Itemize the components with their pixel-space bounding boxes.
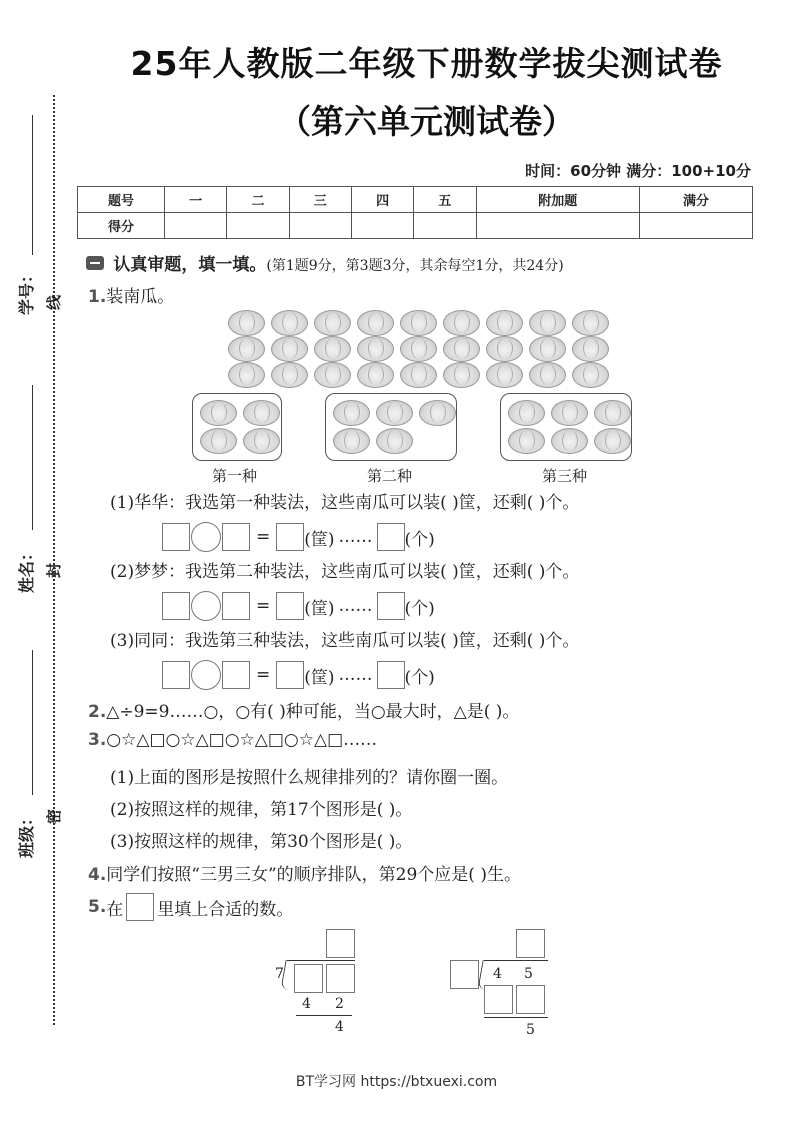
pumpkin-icon bbox=[443, 310, 480, 336]
pumpkin-icon bbox=[314, 310, 351, 336]
pumpkin-icon bbox=[333, 400, 370, 426]
answer-box[interactable] bbox=[276, 592, 304, 620]
remainder-digit: 4 bbox=[335, 1019, 344, 1035]
page-title: 25年人教版二年级下册数学拔尖测试卷 bbox=[130, 44, 723, 83]
question-number: 2. bbox=[88, 702, 107, 722]
remainder-digit: 5 bbox=[526, 1022, 535, 1038]
section-1-title: 认真审题，填一填。 bbox=[113, 255, 267, 275]
score-cell[interactable] bbox=[414, 213, 476, 239]
subtraction-line bbox=[296, 1015, 352, 1016]
section-1-header bbox=[86, 250, 564, 275]
question-5-text-after: 里填上合适的数。 bbox=[157, 899, 294, 920]
pumpkin-icon bbox=[228, 336, 265, 362]
pumpkin-icon bbox=[400, 362, 437, 388]
footer-watermark: BT学习网 https://btxuexi.com bbox=[295, 1074, 498, 1090]
operator-circle[interactable] bbox=[191, 522, 221, 552]
answer-box[interactable] bbox=[276, 661, 304, 689]
score-header-cell: 四 bbox=[351, 187, 413, 213]
basket-type-1 bbox=[192, 393, 282, 461]
pumpkin-icon bbox=[508, 428, 545, 454]
score-cell[interactable] bbox=[640, 213, 753, 239]
q1-sub-1: (1)华华：我选第一种装法，这些南瓜可以装( )筐，还剩( )个。 bbox=[110, 493, 580, 513]
question-5-text-before: 在 bbox=[106, 899, 124, 920]
dividend-digit: 5 bbox=[524, 966, 533, 982]
q1-equation-1 bbox=[162, 522, 435, 552]
score-table-score-row bbox=[78, 213, 753, 239]
operator-circle[interactable] bbox=[191, 660, 221, 690]
pumpkin-icon bbox=[271, 362, 308, 388]
question-4-text: 同学们按照“三男三女”的顺序排队，第29个应是( )生。 bbox=[106, 865, 521, 885]
divisor-box[interactable] bbox=[450, 960, 479, 989]
answer-box[interactable] bbox=[377, 592, 405, 620]
score-header-cell: 三 bbox=[289, 187, 351, 213]
binding-mark-mi: 密 bbox=[45, 808, 64, 825]
pumpkin-icon bbox=[551, 428, 588, 454]
pumpkin-row bbox=[228, 336, 609, 362]
pumpkin-icon bbox=[314, 362, 351, 388]
pumpkin-icon bbox=[486, 362, 523, 388]
score-header-cell: 二 bbox=[227, 187, 289, 213]
remainder-dots: …… bbox=[338, 596, 373, 616]
score-cell[interactable] bbox=[476, 213, 639, 239]
answer-box[interactable] bbox=[162, 661, 190, 689]
pumpkin-icon bbox=[228, 310, 265, 336]
pumpkin-icon bbox=[551, 400, 588, 426]
quotient-box[interactable] bbox=[326, 929, 355, 958]
remainder-dots: …… bbox=[338, 665, 373, 685]
page-subtitle: （第六单元测试卷） bbox=[278, 102, 575, 141]
product-digit: 2 bbox=[335, 996, 344, 1012]
pumpkin-icon bbox=[271, 336, 308, 362]
pumpkin-icon bbox=[419, 400, 456, 426]
score-row-label: 得分 bbox=[78, 213, 165, 239]
pumpkin-icon bbox=[243, 428, 280, 454]
equals-sign: = bbox=[256, 527, 271, 547]
pumpkin-icon bbox=[529, 336, 566, 362]
question-number: 1. bbox=[88, 287, 107, 307]
equals-sign: = bbox=[256, 665, 271, 685]
basket-label-1: 第一种 bbox=[212, 467, 258, 485]
basket-type-3 bbox=[500, 393, 632, 461]
pumpkin-icon bbox=[443, 362, 480, 388]
question-3-text: ○☆△□○☆△□○☆△□○☆△□…… bbox=[106, 730, 378, 750]
score-header-cell: 附加题 bbox=[476, 187, 639, 213]
score-header-cell: 满分 bbox=[640, 187, 753, 213]
binding-dotted-line bbox=[53, 95, 55, 1025]
question-number: 3. bbox=[88, 730, 107, 750]
quotient-box[interactable] bbox=[516, 929, 545, 958]
subtraction-line bbox=[484, 1017, 548, 1018]
pumpkin-icon bbox=[594, 428, 631, 454]
pumpkin-icon bbox=[572, 336, 609, 362]
division-bar bbox=[484, 960, 548, 961]
score-cell[interactable] bbox=[289, 213, 351, 239]
remainder-dots: …… bbox=[338, 527, 373, 547]
score-cell[interactable] bbox=[227, 213, 289, 239]
equals-sign: = bbox=[256, 596, 271, 616]
dividend-box[interactable] bbox=[326, 964, 355, 993]
answer-box[interactable] bbox=[162, 592, 190, 620]
answer-box[interactable] bbox=[222, 661, 250, 689]
unit-piece: (个) bbox=[404, 667, 435, 688]
basket-label-3: 第三种 bbox=[542, 467, 588, 485]
pumpkin-icon bbox=[486, 336, 523, 362]
pumpkin-icon bbox=[228, 362, 265, 388]
pumpkin-icon bbox=[443, 336, 480, 362]
pumpkin-icon bbox=[572, 362, 609, 388]
q1-sub-2: (2)梦梦：我选第二种装法，这些南瓜可以装( )筐，还剩( )个。 bbox=[110, 562, 580, 582]
question-number: 4. bbox=[88, 865, 107, 885]
pumpkin-icon bbox=[271, 310, 308, 336]
answer-box[interactable] bbox=[377, 523, 405, 551]
question-3 bbox=[88, 730, 377, 750]
question-1 bbox=[88, 282, 174, 307]
question-2-text: △÷9=9……○，○有( )种可能，当○最大时，△是( )。 bbox=[106, 702, 520, 722]
class-label: 班级： bbox=[17, 809, 36, 858]
pumpkin-row bbox=[228, 310, 609, 336]
student-name-line[interactable] bbox=[32, 385, 33, 530]
pumpkin-icon bbox=[357, 336, 394, 362]
question-5 bbox=[88, 893, 293, 921]
unit-piece: (个) bbox=[404, 529, 435, 550]
product-box[interactable] bbox=[484, 985, 513, 1014]
pumpkin-icon bbox=[529, 310, 566, 336]
pumpkin-row bbox=[228, 362, 609, 388]
q1-sub-3: (3)同同：我选第三种装法，这些南瓜可以装( )筐，还剩( )个。 bbox=[110, 631, 580, 651]
q3-sub-1: (1)上面的图形是按照什么规律排列的？请你圈一圈。 bbox=[110, 768, 509, 788]
score-header-cell: 一 bbox=[165, 187, 227, 213]
basket-type-2 bbox=[325, 393, 457, 461]
q1-equation-3 bbox=[162, 660, 435, 690]
operator-circle[interactable] bbox=[191, 591, 221, 621]
divisor: 7 bbox=[275, 966, 284, 982]
unit-basket: (筐) bbox=[304, 598, 335, 619]
answer-box[interactable] bbox=[162, 523, 190, 551]
pumpkin-icon bbox=[357, 310, 394, 336]
pumpkin-icon bbox=[572, 310, 609, 336]
answer-box[interactable] bbox=[222, 523, 250, 551]
score-header-cell: 题号 bbox=[78, 187, 165, 213]
product-digit: 4 bbox=[302, 996, 311, 1012]
unit-basket: (筐) bbox=[304, 529, 335, 550]
pumpkin-icon bbox=[357, 362, 394, 388]
pumpkin-icon bbox=[333, 428, 370, 454]
pumpkin-icon bbox=[376, 428, 413, 454]
dividend-digit: 4 bbox=[493, 966, 502, 982]
score-header-cell: 五 bbox=[414, 187, 476, 213]
time-info: 时间：60分钟 满分：100+10分 bbox=[525, 162, 751, 180]
answer-box[interactable] bbox=[377, 661, 405, 689]
pumpkin-icon bbox=[400, 336, 437, 362]
product-box[interactable] bbox=[516, 985, 545, 1014]
section-badge-icon bbox=[86, 256, 104, 270]
dividend-box[interactable] bbox=[294, 964, 323, 993]
pumpkin-icon bbox=[243, 400, 280, 426]
q1-equation-2 bbox=[162, 591, 435, 621]
q3-sub-3: (3)按照这样的规律，第30个图形是( )。 bbox=[110, 832, 413, 852]
pumpkin-icon bbox=[486, 310, 523, 336]
division-bar bbox=[287, 960, 355, 961]
pumpkin-icon bbox=[594, 400, 631, 426]
answer-box[interactable] bbox=[222, 592, 250, 620]
score-table bbox=[77, 186, 753, 239]
pumpkin-icon bbox=[400, 310, 437, 336]
division-bracket bbox=[280, 960, 294, 990]
question-4 bbox=[88, 860, 521, 885]
pumpkin-icon bbox=[529, 362, 566, 388]
pumpkin-icon bbox=[508, 400, 545, 426]
student-id-label: 学号： bbox=[17, 266, 36, 315]
question-number: 5. bbox=[88, 897, 107, 917]
binding-mark-feng: 封 bbox=[45, 562, 64, 579]
question-1-text: 装南瓜。 bbox=[106, 287, 175, 307]
basket-label-2: 第二种 bbox=[367, 467, 413, 485]
pumpkin-icon bbox=[314, 336, 351, 362]
answer-box[interactable] bbox=[276, 523, 304, 551]
student-name-label: 姓名： bbox=[17, 544, 36, 593]
unit-basket: (筐) bbox=[304, 667, 335, 688]
score-cell[interactable] bbox=[165, 213, 227, 239]
pumpkin-icon bbox=[200, 428, 237, 454]
q3-sub-2: (2)按照这样的规律，第17个图形是( )。 bbox=[110, 800, 413, 820]
score-cell[interactable] bbox=[351, 213, 413, 239]
pumpkin-icon bbox=[200, 400, 237, 426]
unit-piece: (个) bbox=[404, 598, 435, 619]
example-box bbox=[126, 893, 154, 921]
binding-mark-xian: 线 bbox=[45, 294, 64, 311]
question-2 bbox=[88, 697, 519, 722]
student-id-line[interactable] bbox=[32, 115, 33, 255]
pumpkin-icon bbox=[376, 400, 413, 426]
class-line[interactable] bbox=[32, 650, 33, 795]
score-table-header-row bbox=[78, 187, 753, 213]
section-1-note: (第1题9分，第3题3分，其余每空1分，共24分) bbox=[266, 258, 564, 274]
